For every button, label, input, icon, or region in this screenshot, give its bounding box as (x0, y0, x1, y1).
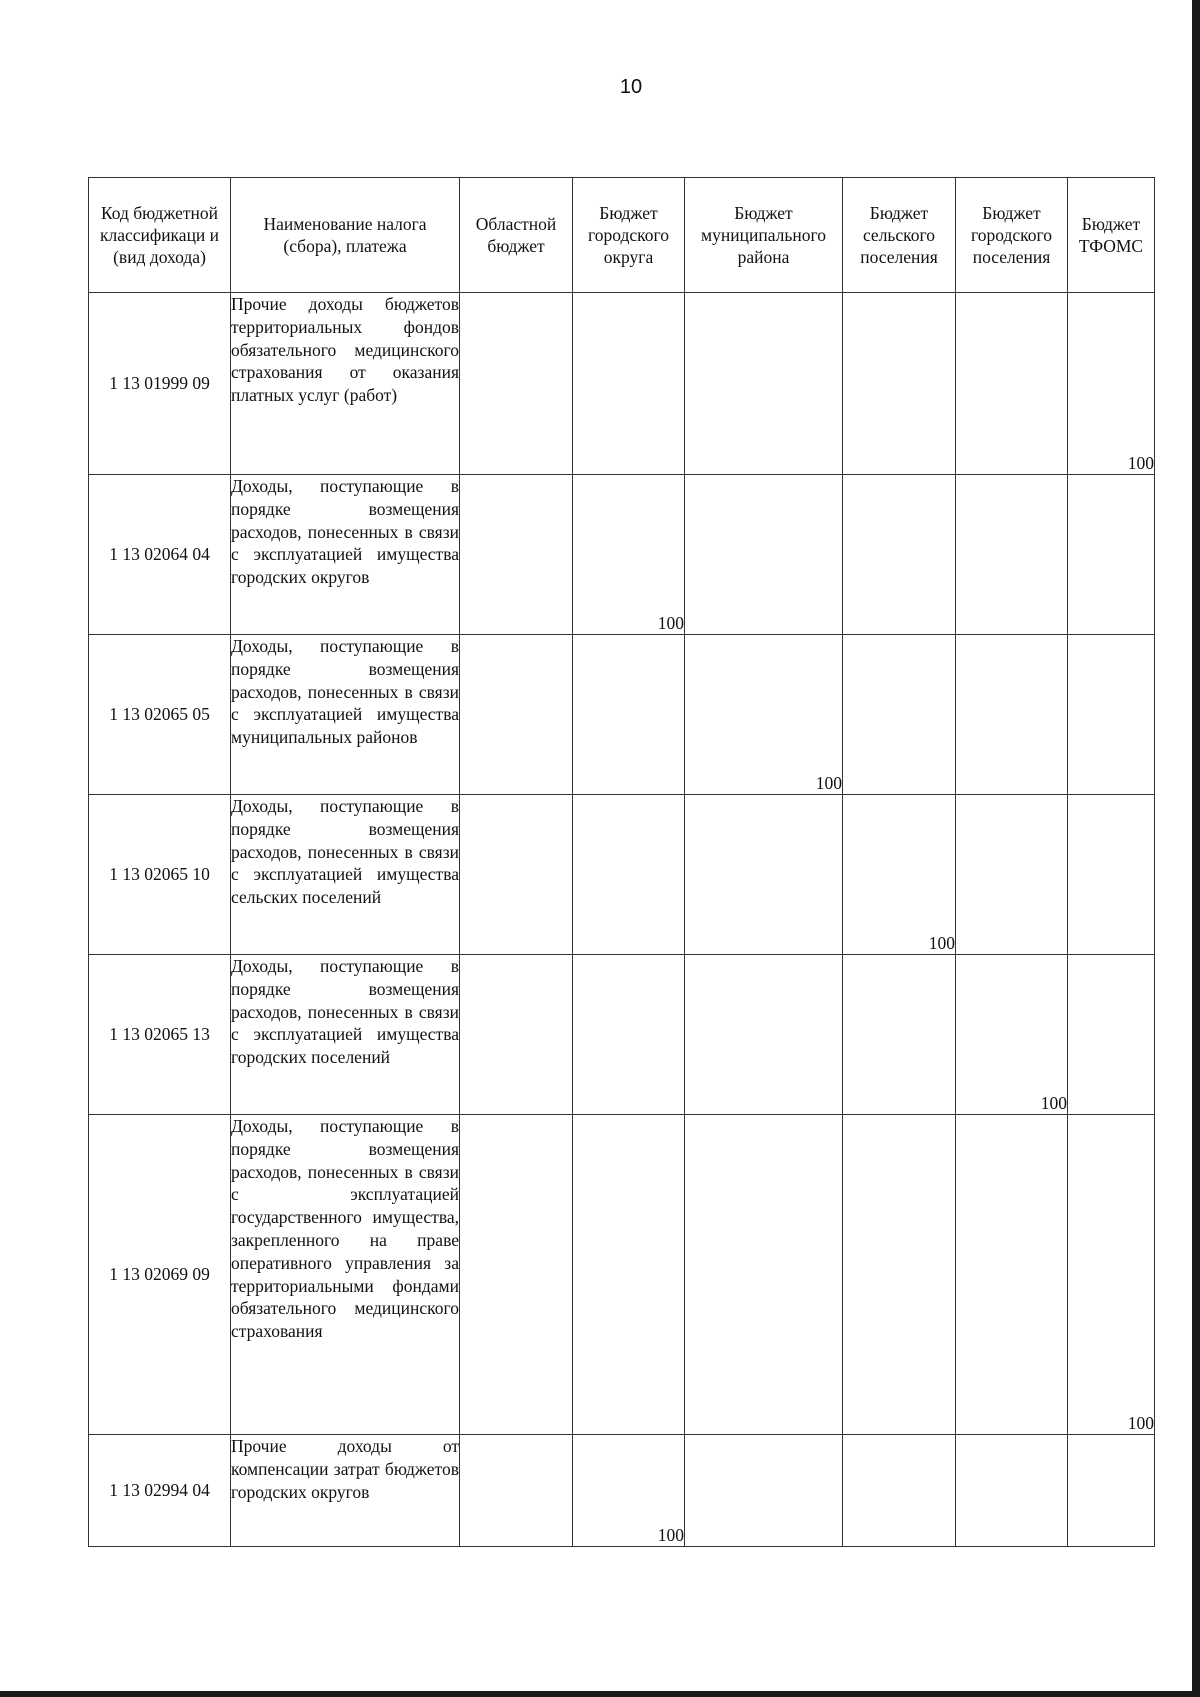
cell-tfoms: 100 (1068, 1115, 1155, 1435)
scan-border-bottom (0, 1691, 1200, 1697)
cell-rural-settlement (843, 293, 956, 475)
cell-municipal-district (685, 795, 843, 955)
cell-tfoms (1068, 475, 1155, 635)
row-code: 1 13 01999 09 (89, 293, 231, 475)
cell-city-district (573, 635, 685, 795)
cell-urban-settlement (956, 475, 1068, 635)
cell-regional (460, 1115, 573, 1435)
cell-city-district (573, 1115, 685, 1435)
cell-city-district (573, 955, 685, 1115)
row-name: Доходы, поступающие в порядке возмещения расходов, понесенных в связи с эксплуатацией имущества городских округов (231, 475, 460, 635)
cell-municipal-district (685, 1115, 843, 1435)
cell-regional (460, 293, 573, 475)
cell-tfoms (1068, 795, 1155, 955)
cell-rural-settlement (843, 1115, 956, 1435)
cell-regional (460, 1435, 573, 1547)
row-name: Прочие доходы бюджетов территориальных фондов обязательного медицинского страхования от оказания платных услуг (работ) (231, 293, 460, 475)
cell-urban-settlement (956, 1115, 1068, 1435)
table-row (89, 1115, 1155, 1435)
header-urban-settlement-budget: Бюджет городского поселения (956, 178, 1068, 293)
cell-rural-settlement: 100 (843, 795, 956, 955)
cell-city-district (573, 293, 685, 475)
row-name: Доходы, поступающие в порядке возмещения расходов, понесенных в связи с эксплуатацией имущества сельских поселений (231, 795, 460, 955)
row-code: 1 13 02994 04 (89, 1435, 231, 1547)
row-code: 1 13 02065 13 (89, 955, 231, 1115)
cell-municipal-district: 100 (685, 635, 843, 795)
cell-municipal-district (685, 293, 843, 475)
cell-regional (460, 475, 573, 635)
header-municipal-district-budget: Бюджет муниципального района (685, 178, 843, 293)
cell-regional (460, 795, 573, 955)
header-city-district-budget: Бюджет городского округа (573, 178, 685, 293)
cell-urban-settlement (956, 293, 1068, 475)
cell-regional (460, 955, 573, 1115)
row-name: Доходы, поступающие в порядке возмещения расходов, понесенных в связи с эксплуатацией имущества муниципальных районов (231, 635, 460, 795)
header-name: Наименование налога (сбора), платежа (231, 178, 460, 293)
cell-municipal-district (685, 475, 843, 635)
row-name: Прочие доходы от компенсации затрат бюджетов городских округов (231, 1435, 460, 1547)
cell-city-district: 100 (573, 475, 685, 635)
row-name: Доходы, поступающие в порядке возмещения расходов, понесенных в связи с эксплуатацией государственного имущества, закрепленного на праве оперативного управления за территориальными фондами обязательного медицинского страхования (231, 1115, 460, 1435)
cell-urban-settlement: 100 (956, 955, 1068, 1115)
row-name: Доходы, поступающие в порядке возмещения расходов, понесенных в связи с эксплуатацией имущества городских поселений (231, 955, 460, 1115)
header-row (89, 178, 1155, 293)
table-row (89, 635, 1155, 795)
cell-tfoms (1068, 1435, 1155, 1547)
row-code: 1 13 02069 09 (89, 1115, 231, 1435)
cell-rural-settlement (843, 475, 956, 635)
header-code: Код бюджетной классификаци и (вид дохода) (89, 178, 231, 293)
cell-tfoms (1068, 635, 1155, 795)
header-tfoms-budget: Бюджет ТФОМС (1068, 178, 1155, 293)
page-number: 10 (619, 76, 643, 98)
table-row (89, 293, 1155, 475)
cell-tfoms: 100 (1068, 293, 1155, 475)
header-regional-budget: Областной бюджет (460, 178, 573, 293)
cell-urban-settlement (956, 1435, 1068, 1547)
scan-border-right (1192, 0, 1200, 1697)
cell-city-district: 100 (573, 1435, 685, 1547)
table-row (89, 475, 1155, 635)
row-code: 1 13 02065 10 (89, 795, 231, 955)
cell-rural-settlement (843, 1435, 956, 1547)
cell-municipal-district (685, 955, 843, 1115)
cell-rural-settlement (843, 955, 956, 1115)
row-code: 1 13 02064 04 (89, 475, 231, 635)
header-rural-settlement-budget: Бюджет сельского поселения (843, 178, 956, 293)
row-code: 1 13 02065 05 (89, 635, 231, 795)
cell-urban-settlement (956, 795, 1068, 955)
cell-municipal-district (685, 1435, 843, 1547)
cell-urban-settlement (956, 635, 1068, 795)
cell-tfoms (1068, 955, 1155, 1115)
table-row (89, 955, 1155, 1115)
revenue-distribution-table (88, 177, 1155, 1547)
cell-city-district (573, 795, 685, 955)
table-row (89, 795, 1155, 955)
cell-rural-settlement (843, 635, 956, 795)
cell-regional (460, 635, 573, 795)
table-row (89, 1435, 1155, 1547)
